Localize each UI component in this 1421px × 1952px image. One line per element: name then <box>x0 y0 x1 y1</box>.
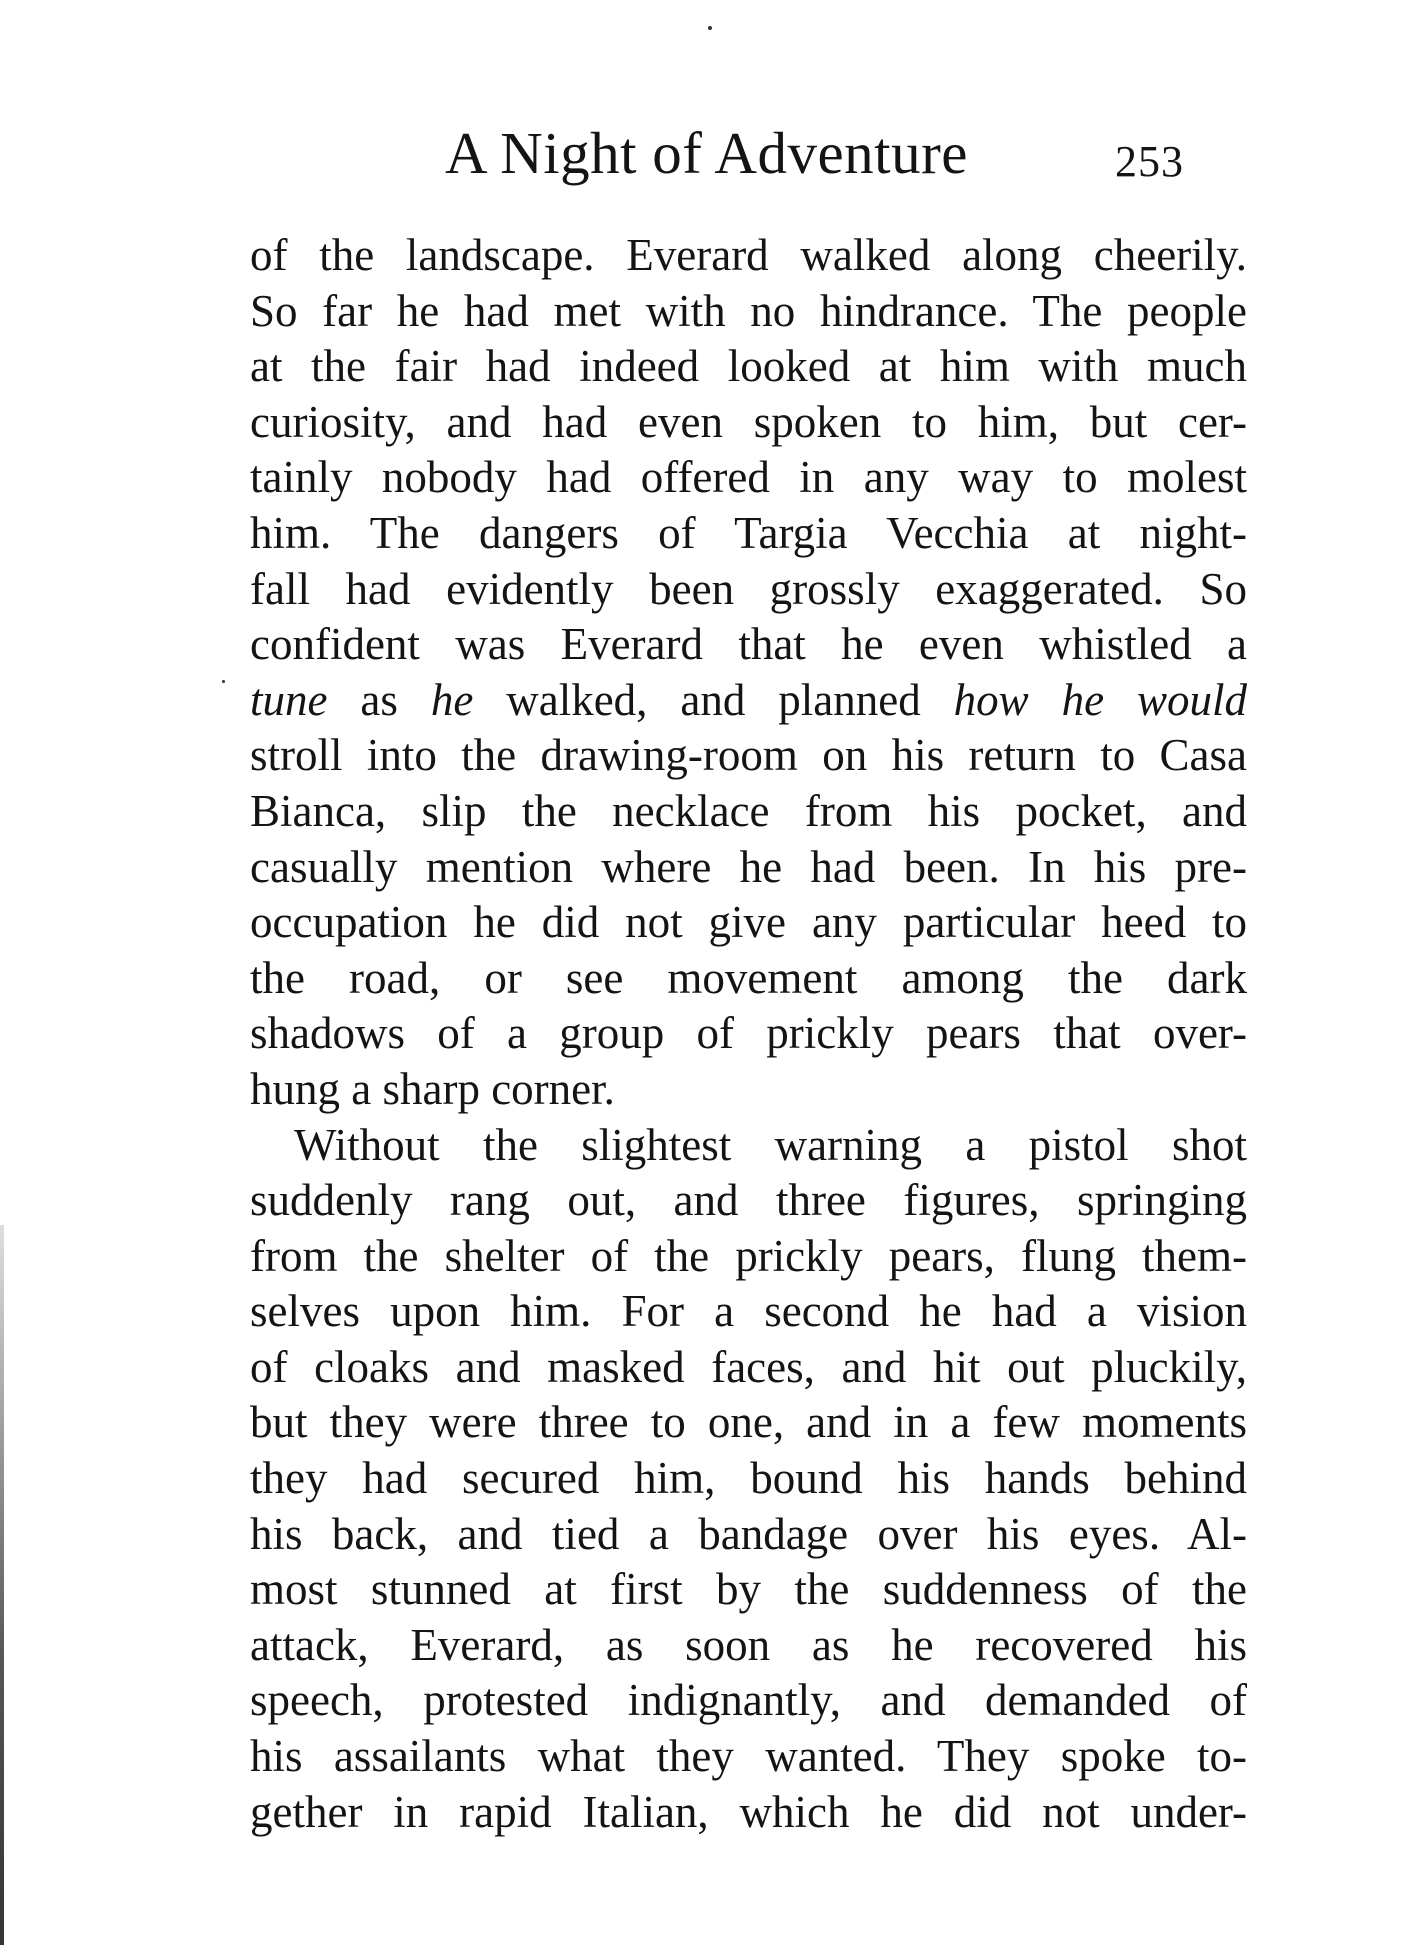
text-word: tune <box>250 674 328 725</box>
text-word: and <box>680 674 746 725</box>
text-line: speech, protested indignantly, and demanded of <box>250 1675 1247 1726</box>
running-head <box>445 118 1245 188</box>
text-line: fall had evidently been grossly exaggerated. So <box>250 563 1247 614</box>
text-line <box>250 673 1247 729</box>
text-line: most stunned at first by the suddenness of the <box>250 1564 1247 1615</box>
text-line: they had secured him, bound his hands behind <box>250 1453 1247 1504</box>
text-line: him. The dangers of Targia Vecchia at night- <box>250 507 1247 558</box>
text-line: of the landscape. Everard walked along cheerily. <box>250 230 1247 280</box>
text-word: how <box>953 674 1029 725</box>
text-line: So far he had met with no hindrance. The people <box>250 285 1247 336</box>
text-line: gether in rapid Italian, which he did not under- <box>250 1786 1247 1837</box>
text-line: selves upon him. For a second he had a vision <box>250 1286 1247 1337</box>
text-word: he <box>1061 674 1105 725</box>
text-line: suddenly rang out, and three figures, springing <box>250 1175 1247 1226</box>
text-word: he <box>430 674 474 725</box>
text-line: hung a sharp corner. <box>250 1063 615 1114</box>
text-line: curiosity, and had even spoken to him, but cer- <box>250 396 1247 447</box>
text-line: Bianca, slip the necklace from his pocket, and <box>250 785 1247 836</box>
text-line: of cloaks and masked faces, and hit out pluckily, <box>250 1341 1247 1392</box>
body-text <box>250 228 1247 1840</box>
page-number: 253 <box>1115 137 1184 186</box>
text-line: his back, and tied a bandage over his eyes. Al- <box>250 1508 1247 1559</box>
text-line: at the fair had indeed looked at him with much <box>250 341 1247 392</box>
text-word: planned <box>778 674 921 725</box>
text-word: as <box>360 674 398 725</box>
text-line: from the shelter of the prickly pears, flung them- <box>250 1230 1247 1281</box>
text-word: walked, <box>506 674 648 725</box>
text-line: occupation he did not give any particular heed to <box>250 897 1247 948</box>
text-line: tainly nobody had offered in any way to molest <box>250 452 1247 503</box>
text-word: would <box>1136 674 1248 725</box>
text-line: attack, Everard, as soon as he recovered his <box>250 1619 1247 1670</box>
text-line: Without the slightest warning a pistol shot <box>294 1119 1247 1170</box>
text-line: his assailants what they wanted. They spoke to- <box>250 1731 1247 1782</box>
text-line: casually mention where he had been. In his pre- <box>250 841 1247 892</box>
text-line: shadows of a group of prickly pears that over- <box>250 1008 1247 1059</box>
ink-speck <box>222 680 225 683</box>
text-line: confident was Everard that he even whistled a <box>250 619 1247 670</box>
text-line: but they were three to one, and in a few moments <box>250 1397 1247 1448</box>
text-line: stroll into the drawing-room on his return to Casa <box>250 730 1247 781</box>
chapter-title: A Night of Adventure <box>445 120 968 186</box>
ink-speck <box>708 26 712 30</box>
scan-edge-shadow <box>0 1225 4 1945</box>
text-line: the road, or see movement among the dark <box>250 952 1247 1003</box>
